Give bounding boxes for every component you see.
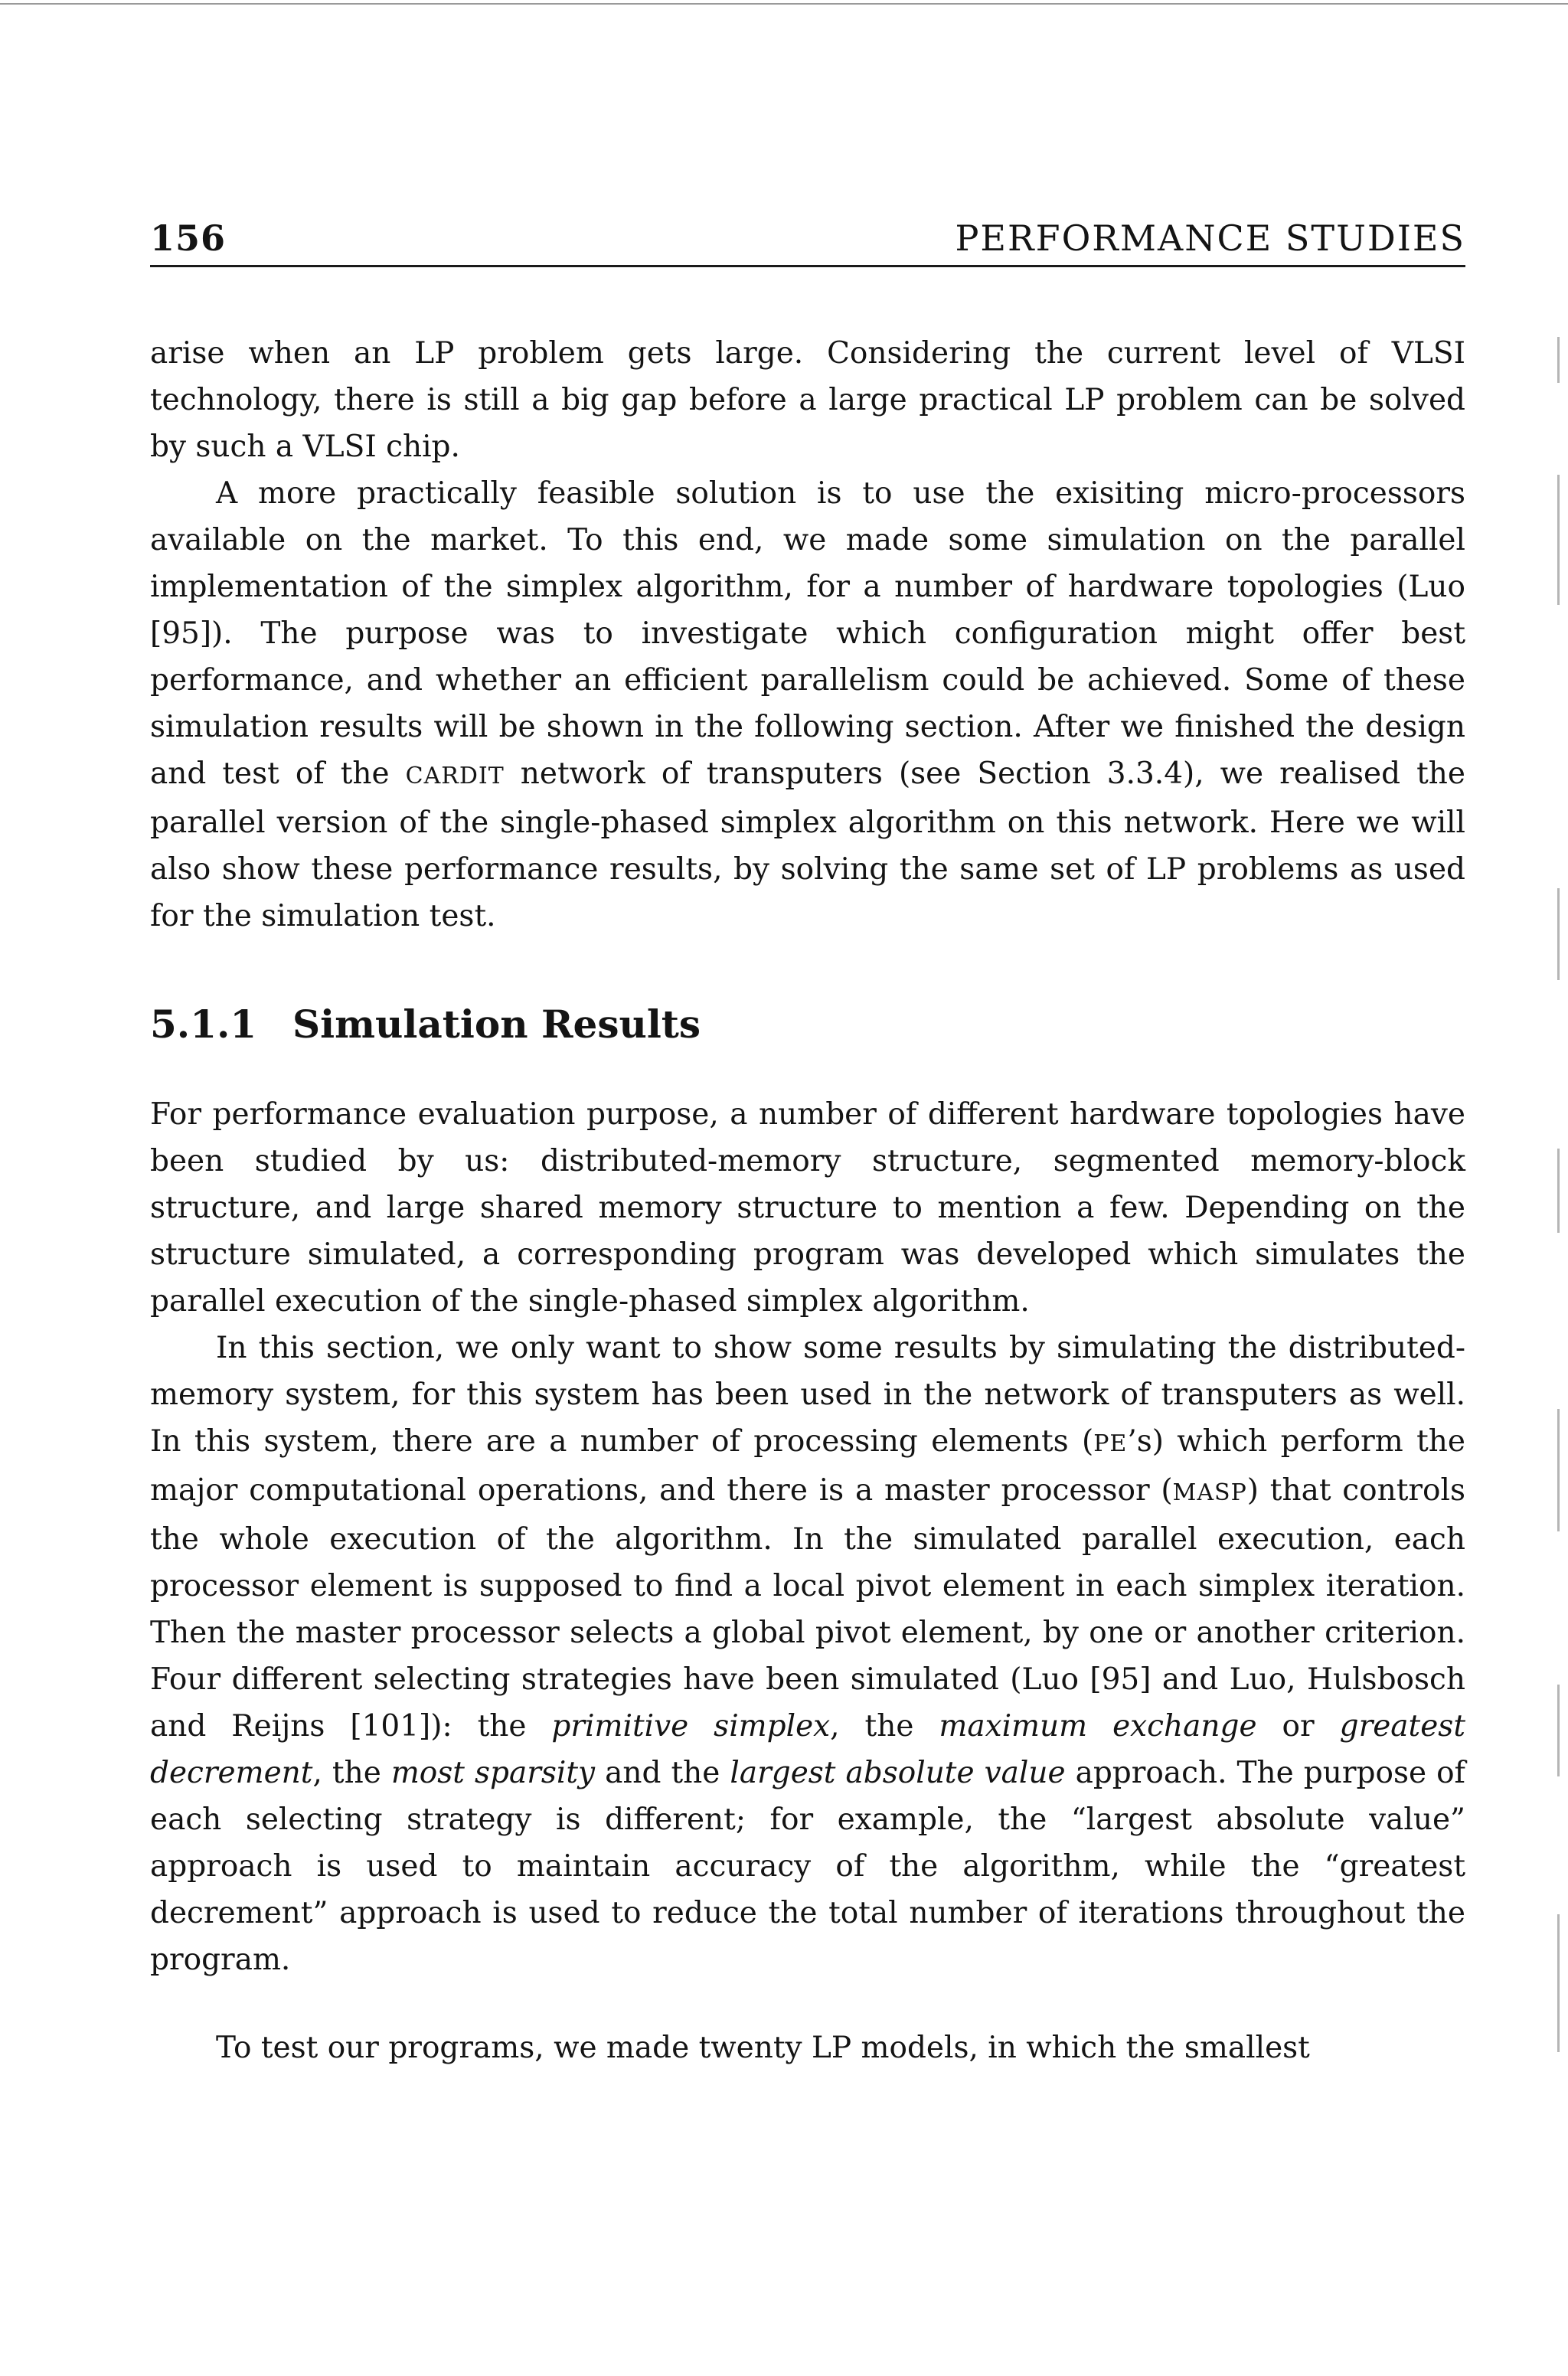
paragraph-4 (150, 1325, 1465, 1983)
paragraph-4-text-d: , the (830, 1709, 939, 1744)
term-maximum-exchange: maximum exchange (939, 1709, 1257, 1744)
section-title: Simulation Results (292, 1002, 701, 1047)
paragraph-5: To test our programs, we made twenty LP models, in which the smallest (216, 2031, 1310, 2065)
paragraph-1: arise when an LP problem gets large. Considering the current level of VLSI technology, there is still a big gap before a large practical LP problem can be solved by such a VLSI chip. (150, 336, 1465, 464)
paragraph-2 (150, 470, 1465, 940)
term-largest-absolute-value: largest absolute value (730, 1756, 1066, 1790)
paragraph-3: For performance evaluation purpose, a number of different hardware topologies have been studied by us: distributed-memory structure, segmented memory-block structure, and large shared memory structure to mention a few. Depending on the structure simulated, a corresponding program was developed which simulates the parallel execution of the single-phased simplex algorithm. (150, 1097, 1465, 1319)
paragraph-4-text-f: , the (312, 1756, 391, 1790)
section-heading (150, 1002, 1465, 1047)
paragraph-4-text-h: approach. The purpose of each selecting strategy is different; for example, the “largest absolute value” approach is used to maintain accuracy of the algorithm, while the “greatest decrement” approach is used to reduce the total number of iterations throughout the program. (150, 1756, 1465, 1977)
page-number: 156 (150, 217, 227, 259)
paragraph-2-text-b: network of transputers (see Section 3.3.4), we realised the parallel version of the single-phased simplex algorithm on this network. Here we will also show these performance results, by solving the same set of LP problems as used for the simulation test. (150, 757, 1465, 933)
paragraph-4-text-g: and the (595, 1756, 730, 1790)
masp-term: MASP (1172, 1479, 1247, 1506)
term-primitive-simplex: primitive simplex (551, 1709, 831, 1744)
cardit-term: CARDIT (405, 763, 505, 789)
running-title: PERFORMANCE STUDIES (955, 217, 1465, 259)
paragraph-4-text-b: ’s) which perform the major computational operations, and there is a master processor ( (150, 1424, 1465, 1508)
paragraph-4-text-e: or (1256, 1709, 1340, 1744)
section-number: 5.1.1 (150, 1002, 257, 1047)
paragraph-4-text-c: ) that controls the whole execution of the algorithm. In the simulated parallel execution, each processor element is supposed to find a local pivot element in each simplex iteration. Then the master processor selects a global pivot element, by one or another criterion. Four different selecting strategies have been simulated (Luo [95] and Luo, Hulsbosch and Reijns [101]): the (150, 1473, 1466, 1744)
paragraph-2-text-a: A more practically feasible solution is to use the exisiting micro-processors available on the market. To this end, we made some simulation on the parallel implementation of the simplex algorithm, for a number of hardware topologies (Luo [95]). The purpose was to investigate which configuration might offer best performance, and whether an efficient parallelism could be achieved. Some of these simulation results will be shown in the following section. After we finished the design and test of the (150, 476, 1465, 791)
page-header (150, 201, 1465, 267)
term-most-sparsity: most sparsity (390, 1756, 596, 1790)
term-greatest-decrement: greatest decrement (150, 1709, 1465, 1790)
scan-right-edge-marks (1557, 337, 1560, 2098)
scan-top-edge-rule (0, 3, 1568, 5)
pe-term: PE (1093, 1430, 1128, 1457)
paragraph-4-text-a: In this section, we only want to show some results by simulating the distributed-memory system, for this system has been used in the network of transputers as well. In this system, there are a number of processing elements ( (150, 1331, 1465, 1459)
